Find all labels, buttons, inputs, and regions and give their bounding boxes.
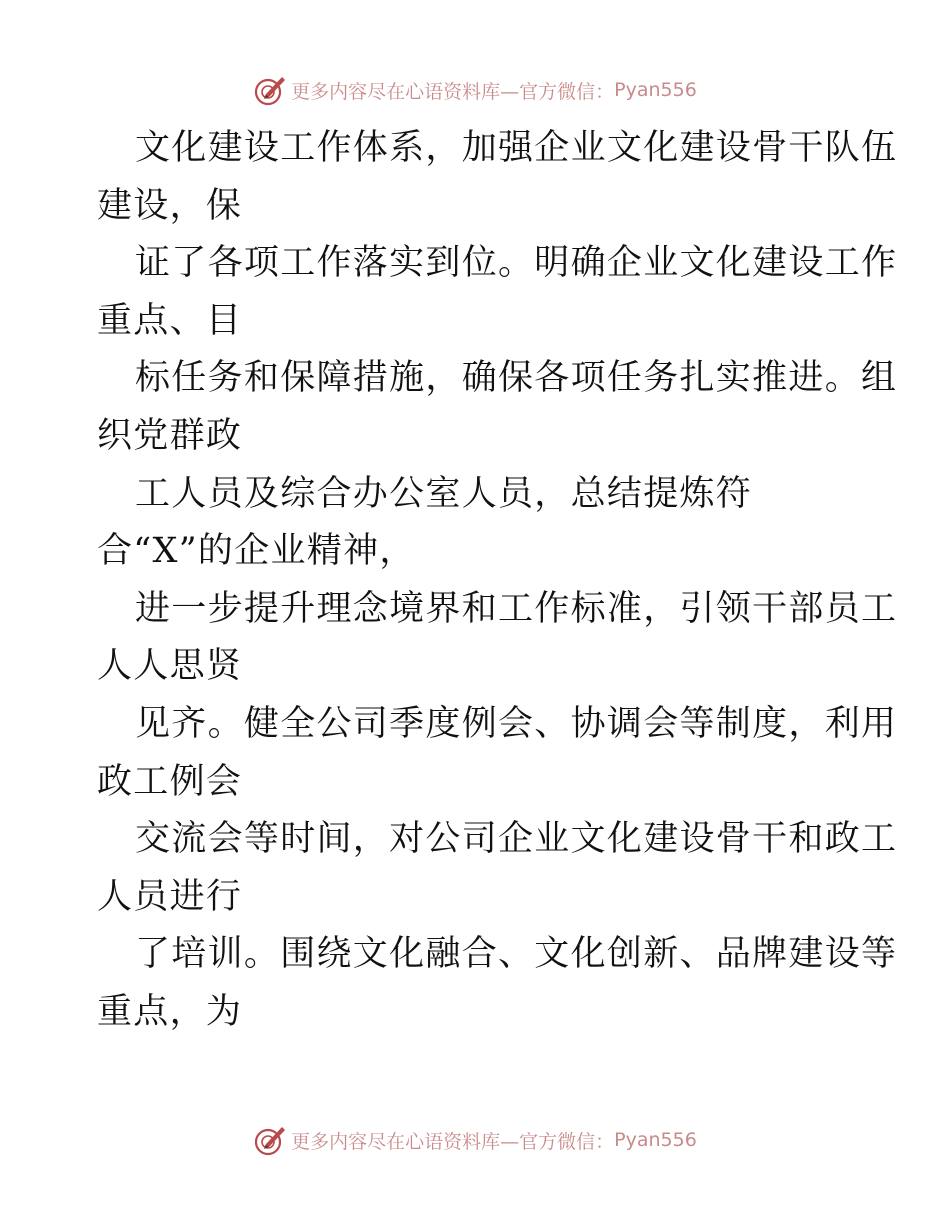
text-line: 人人思贤 (97, 646, 243, 687)
text-line: 进一步提升理念境界和工作标准，引领干部员工 (135, 588, 898, 629)
text-line: 证了各项工作落实到位。明确企业文化建设工作 (135, 243, 898, 284)
text-line: 文化建设工作体系，加强企业文化建设骨干队伍 (135, 128, 898, 168)
watermark-text: 更多内容尽在心语资料库—官方微信： (291, 1130, 615, 1153)
pen-logo-icon (253, 1123, 287, 1157)
footer-watermark (0, 1120, 950, 1160)
text-line: 见齐。健全公司季度例会、协调会等制度，利用 (135, 703, 898, 744)
text-line: 政工例会 (97, 761, 243, 802)
text-line: 工人员及综合办公室人员，总结提炼符 (135, 473, 753, 514)
text-line: 人员进行 (97, 876, 243, 917)
watermark-text: 更多内容尽在心语资料库—官方微信： (291, 80, 615, 103)
text-line: 重点、目 (97, 300, 243, 341)
text-line: 重点，为 (97, 991, 243, 1032)
text-line: 交流会等时间，对公司企业文化建设骨干和政工 (135, 819, 898, 860)
document-body (97, 120, 898, 1042)
header-watermark (0, 70, 950, 110)
text-line: 建设，保 (97, 185, 243, 226)
text-line: 织党群政 (97, 415, 243, 456)
watermark-handle: Pyan556 (614, 79, 697, 101)
text-line: 标任务和保障措施，确保各项任务扎实推进。组 (135, 358, 898, 399)
text-line: 了培训。围绕文化融合、文化创新、品牌建设等 (135, 934, 898, 975)
watermark-handle: Pyan556 (614, 1129, 697, 1151)
pen-logo-icon (253, 73, 287, 107)
text-line: 合“X”的企业精神， (97, 531, 416, 572)
